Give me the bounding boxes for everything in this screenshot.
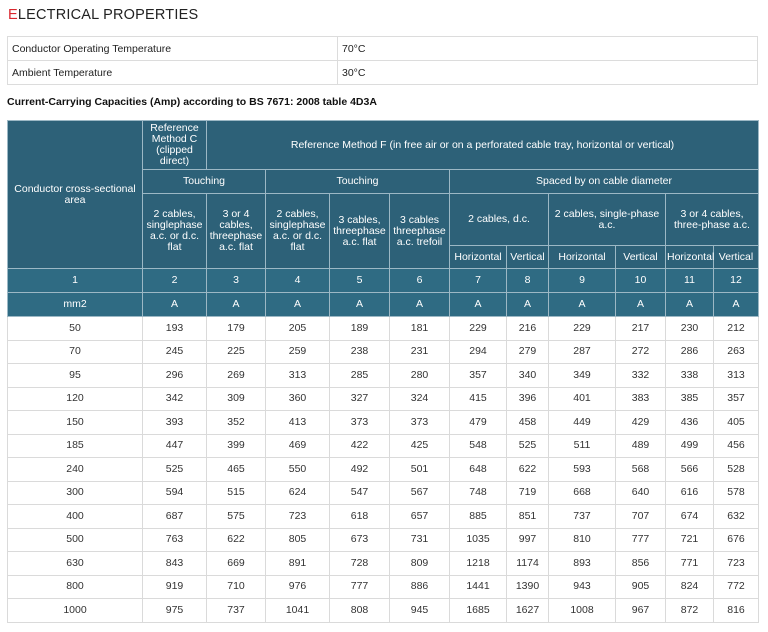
- capacity-cell: 511: [549, 434, 616, 458]
- capacity-cell: 469: [266, 434, 330, 458]
- column-number: 7: [450, 269, 507, 293]
- capacity-cell: 425: [390, 434, 450, 458]
- table-subtitle: Current-Carrying Capacities (Amp) according to BS 7671: 2008 table 4D3A: [7, 96, 377, 108]
- capacity-cell: 657: [390, 505, 450, 529]
- property-row: [8, 61, 758, 85]
- header-touching-f: Touching: [266, 170, 450, 194]
- capacity-cell: 976: [266, 575, 330, 599]
- column-unit: A: [390, 293, 450, 317]
- capacity-cell: 279: [507, 340, 549, 364]
- capacity-cell: 945: [390, 599, 450, 623]
- properties-table: [7, 36, 758, 85]
- header-method-c: Reference Method C (clipped direct): [143, 121, 207, 170]
- capacity-cell: 272: [616, 340, 666, 364]
- capacity-cell: 525: [507, 434, 549, 458]
- capacity-cell: 286: [666, 340, 714, 364]
- capacity-cell: 1685: [450, 599, 507, 623]
- capacity-cell: 843: [143, 552, 207, 576]
- column-number: 5: [330, 269, 390, 293]
- header-col-5: 3 cables, threephase a.c. flat: [330, 194, 390, 269]
- cross-section-cell: 500: [8, 528, 143, 552]
- capacity-cell: 624: [266, 481, 330, 505]
- header-vertical: Vertical: [714, 246, 759, 269]
- table-row: [8, 505, 759, 529]
- capacity-cell: 640: [616, 481, 666, 505]
- capacity-cell: 342: [143, 387, 207, 411]
- header-col-9-10: 2 cables, single-phase a.c.: [549, 194, 666, 246]
- header-vertical: Vertical: [616, 246, 666, 269]
- capacity-cell: 181: [390, 317, 450, 341]
- capacity-cell: 525: [143, 458, 207, 482]
- capacity-cell: 193: [143, 317, 207, 341]
- capacity-cell: 456: [714, 434, 759, 458]
- capacity-cell: 259: [266, 340, 330, 364]
- capacity-cell: 396: [507, 387, 549, 411]
- capacity-cell: 886: [390, 575, 450, 599]
- capacity-cell: 309: [207, 387, 266, 411]
- capacity-cell: 805: [266, 528, 330, 552]
- capacity-cell: 458: [507, 411, 549, 435]
- capacity-cell: 771: [666, 552, 714, 576]
- capacity-cell: 245: [143, 340, 207, 364]
- cross-section-cell: 185: [8, 434, 143, 458]
- capacity-cell: 238: [330, 340, 390, 364]
- column-unit: A: [549, 293, 616, 317]
- capacity-cell: 707: [616, 505, 666, 529]
- capacity-cell: 856: [616, 552, 666, 576]
- capacity-cell: 567: [390, 481, 450, 505]
- capacity-cell: 737: [207, 599, 266, 623]
- capacity-cell: 413: [266, 411, 330, 435]
- capacity-cell: 449: [549, 411, 616, 435]
- header-touching-c: Touching: [143, 170, 266, 194]
- capacity-cell: 1008: [549, 599, 616, 623]
- property-label: Ambient Temperature: [8, 61, 338, 85]
- capacity-cell: 710: [207, 575, 266, 599]
- capacity-cell: 373: [330, 411, 390, 435]
- capacity-cell: 616: [666, 481, 714, 505]
- table-row: [8, 434, 759, 458]
- capacity-cell: 352: [207, 411, 266, 435]
- table-body: [8, 317, 759, 623]
- capacity-cell: 489: [616, 434, 666, 458]
- unit-row: [8, 293, 759, 317]
- capacity-cell: 205: [266, 317, 330, 341]
- capacity-cell: 340: [507, 364, 549, 388]
- header-col-3: 3 or 4 cables, threephase a.c. flat: [207, 194, 266, 269]
- capacity-cell: 296: [143, 364, 207, 388]
- capacity-cell: 885: [450, 505, 507, 529]
- column-unit: A: [714, 293, 759, 317]
- capacity-cell: 263: [714, 340, 759, 364]
- capacity-cell: 393: [143, 411, 207, 435]
- cross-section-cell: 120: [8, 387, 143, 411]
- capacity-cell: 324: [390, 387, 450, 411]
- capacity-cell: 719: [507, 481, 549, 505]
- table-row: [8, 317, 759, 341]
- capacity-cell: 632: [714, 505, 759, 529]
- capacity-cell: 357: [450, 364, 507, 388]
- header-method-f: Reference Method F (in free air or on a perforated cable tray, horizontal or vertical): [207, 121, 759, 170]
- title-first-letter: E: [8, 7, 18, 23]
- column-unit: A: [330, 293, 390, 317]
- capacity-cell: 674: [666, 505, 714, 529]
- cross-section-cell: 800: [8, 575, 143, 599]
- capacity-cell: 648: [450, 458, 507, 482]
- capacity-cell: 673: [330, 528, 390, 552]
- capacity-cell: 568: [616, 458, 666, 482]
- header-horizontal: Horizontal: [666, 246, 714, 269]
- capacity-cell: 528: [714, 458, 759, 482]
- table-row: [8, 340, 759, 364]
- capacity-cell: 383: [616, 387, 666, 411]
- capacity-cell: 872: [666, 599, 714, 623]
- property-label: Conductor Operating Temperature: [8, 37, 338, 61]
- column-number: 11: [666, 269, 714, 293]
- capacity-cell: 332: [616, 364, 666, 388]
- capacity-cell: 189: [330, 317, 390, 341]
- capacity-cell: 566: [666, 458, 714, 482]
- capacity-cell: 893: [549, 552, 616, 576]
- column-number: 1: [8, 269, 143, 293]
- capacity-cell: 808: [330, 599, 390, 623]
- capacity-cell: 269: [207, 364, 266, 388]
- capacity-cell: 723: [266, 505, 330, 529]
- capacity-cell: 429: [616, 411, 666, 435]
- capacity-cell: 385: [666, 387, 714, 411]
- header-col-6: 3 cables threephase a.c. trefoil: [390, 194, 450, 269]
- header-spaced: Spaced by on cable diameter: [450, 170, 759, 194]
- capacity-cell: 676: [714, 528, 759, 552]
- capacity-cell: 373: [390, 411, 450, 435]
- table-row: [8, 458, 759, 482]
- table-row: [8, 528, 759, 552]
- capacity-cell: 777: [616, 528, 666, 552]
- cross-section-cell: 70: [8, 340, 143, 364]
- column-unit: A: [616, 293, 666, 317]
- capacity-cell: 967: [616, 599, 666, 623]
- capacity-cell: 229: [549, 317, 616, 341]
- capacity-cell: 919: [143, 575, 207, 599]
- table-row: [8, 575, 759, 599]
- capacity-cell: 515: [207, 481, 266, 505]
- capacity-cell: 216: [507, 317, 549, 341]
- capacity-cell: 1035: [450, 528, 507, 552]
- header-col-11-12: 3 or 4 cables, three-phase a.c.: [666, 194, 759, 246]
- capacity-cell: 231: [390, 340, 450, 364]
- capacity-cell: 550: [266, 458, 330, 482]
- cross-section-cell: 400: [8, 505, 143, 529]
- table-row: [8, 552, 759, 576]
- capacity-cell: 357: [714, 387, 759, 411]
- property-row: [8, 37, 758, 61]
- cross-section-cell: 1000: [8, 599, 143, 623]
- capacity-cell: 179: [207, 317, 266, 341]
- capacity-cell: 891: [266, 552, 330, 576]
- capacity-cell: 1627: [507, 599, 549, 623]
- property-value: 30°C: [338, 61, 758, 85]
- header-vertical: Vertical: [507, 246, 549, 269]
- cross-section-cell: 95: [8, 364, 143, 388]
- column-number-row: [8, 269, 759, 293]
- capacity-cell: 851: [507, 505, 549, 529]
- header-horizontal: Horizontal: [450, 246, 507, 269]
- capacity-cell: 225: [207, 340, 266, 364]
- capacity-cell: 422: [330, 434, 390, 458]
- capacity-cell: 212: [714, 317, 759, 341]
- cross-section-cell: 300: [8, 481, 143, 505]
- capacity-cell: 338: [666, 364, 714, 388]
- capacity-cell: 465: [207, 458, 266, 482]
- capacity-cell: 399: [207, 434, 266, 458]
- page-title: [8, 7, 198, 23]
- column-unit: A: [266, 293, 330, 317]
- capacity-cell: 772: [714, 575, 759, 599]
- capacity-cell: 975: [143, 599, 207, 623]
- capacity-cell: 748: [450, 481, 507, 505]
- header-col-2: 2 cables, singlephase a.c. or d.c. flat: [143, 194, 207, 269]
- capacity-cell: 285: [330, 364, 390, 388]
- capacity-cell: 548: [450, 434, 507, 458]
- capacity-cell: 824: [666, 575, 714, 599]
- capacity-cell: 575: [207, 505, 266, 529]
- capacity-cell: 287: [549, 340, 616, 364]
- table-row: [8, 599, 759, 623]
- capacity-cell: 415: [450, 387, 507, 411]
- capacity-cell: 668: [549, 481, 616, 505]
- table-row: [8, 387, 759, 411]
- capacity-cell: 723: [714, 552, 759, 576]
- column-unit: A: [507, 293, 549, 317]
- capacity-cell: 499: [666, 434, 714, 458]
- column-number: 8: [507, 269, 549, 293]
- column-unit: A: [143, 293, 207, 317]
- capacity-cell: 728: [330, 552, 390, 576]
- capacity-cell: 731: [390, 528, 450, 552]
- capacity-cell: 594: [143, 481, 207, 505]
- capacity-cell: 943: [549, 575, 616, 599]
- capacity-cell: 1174: [507, 552, 549, 576]
- capacity-cell: 997: [507, 528, 549, 552]
- capacity-cell: 405: [714, 411, 759, 435]
- current-capacity-table: [7, 120, 759, 623]
- capacity-cell: 622: [207, 528, 266, 552]
- capacity-cell: 809: [390, 552, 450, 576]
- capacity-cell: 349: [549, 364, 616, 388]
- cross-section-cell: 240: [8, 458, 143, 482]
- column-number: 10: [616, 269, 666, 293]
- capacity-cell: 447: [143, 434, 207, 458]
- capacity-cell: 687: [143, 505, 207, 529]
- title-rest: LECTRICAL PROPERTIES: [17, 7, 199, 23]
- header-conductor-area: Conductor cross-sectional area: [8, 121, 143, 269]
- capacity-cell: 360: [266, 387, 330, 411]
- capacity-cell: 816: [714, 599, 759, 623]
- column-unit: A: [207, 293, 266, 317]
- cross-section-cell: 150: [8, 411, 143, 435]
- capacity-cell: 721: [666, 528, 714, 552]
- capacity-cell: 905: [616, 575, 666, 599]
- capacity-cell: 1390: [507, 575, 549, 599]
- capacity-cell: 547: [330, 481, 390, 505]
- column-unit: A: [450, 293, 507, 317]
- capacity-cell: 327: [330, 387, 390, 411]
- column-number: 9: [549, 269, 616, 293]
- capacity-cell: 618: [330, 505, 390, 529]
- capacity-cell: 578: [714, 481, 759, 505]
- property-value: 70°C: [338, 37, 758, 61]
- capacity-cell: 492: [330, 458, 390, 482]
- capacity-cell: 593: [549, 458, 616, 482]
- capacity-cell: 669: [207, 552, 266, 576]
- capacity-cell: 313: [266, 364, 330, 388]
- column-number: 6: [390, 269, 450, 293]
- capacity-cell: 622: [507, 458, 549, 482]
- column-number: 4: [266, 269, 330, 293]
- column-number: 3: [207, 269, 266, 293]
- table-row: [8, 481, 759, 505]
- capacity-cell: 313: [714, 364, 759, 388]
- capacity-cell: 1218: [450, 552, 507, 576]
- column-unit: mm2: [8, 293, 143, 317]
- column-number: 2: [143, 269, 207, 293]
- header-col-7-8: 2 cables, d.c.: [450, 194, 549, 246]
- capacity-cell: 763: [143, 528, 207, 552]
- table-row: [8, 364, 759, 388]
- cross-section-cell: 50: [8, 317, 143, 341]
- capacity-cell: 810: [549, 528, 616, 552]
- capacity-cell: 217: [616, 317, 666, 341]
- capacity-cell: 230: [666, 317, 714, 341]
- capacity-cell: 436: [666, 411, 714, 435]
- header-col-4: 2 cables, singlephase a.c. or d.c. flat: [266, 194, 330, 269]
- capacity-cell: 777: [330, 575, 390, 599]
- header-horizontal: Horizontal: [549, 246, 616, 269]
- capacity-cell: 280: [390, 364, 450, 388]
- capacity-cell: 1441: [450, 575, 507, 599]
- table-row: [8, 411, 759, 435]
- capacity-cell: 401: [549, 387, 616, 411]
- cross-section-cell: 630: [8, 552, 143, 576]
- column-unit: A: [666, 293, 714, 317]
- capacity-cell: 737: [549, 505, 616, 529]
- capacity-cell: 1041: [266, 599, 330, 623]
- capacity-cell: 294: [450, 340, 507, 364]
- capacity-cell: 479: [450, 411, 507, 435]
- column-number: 12: [714, 269, 759, 293]
- capacity-cell: 501: [390, 458, 450, 482]
- capacity-cell: 229: [450, 317, 507, 341]
